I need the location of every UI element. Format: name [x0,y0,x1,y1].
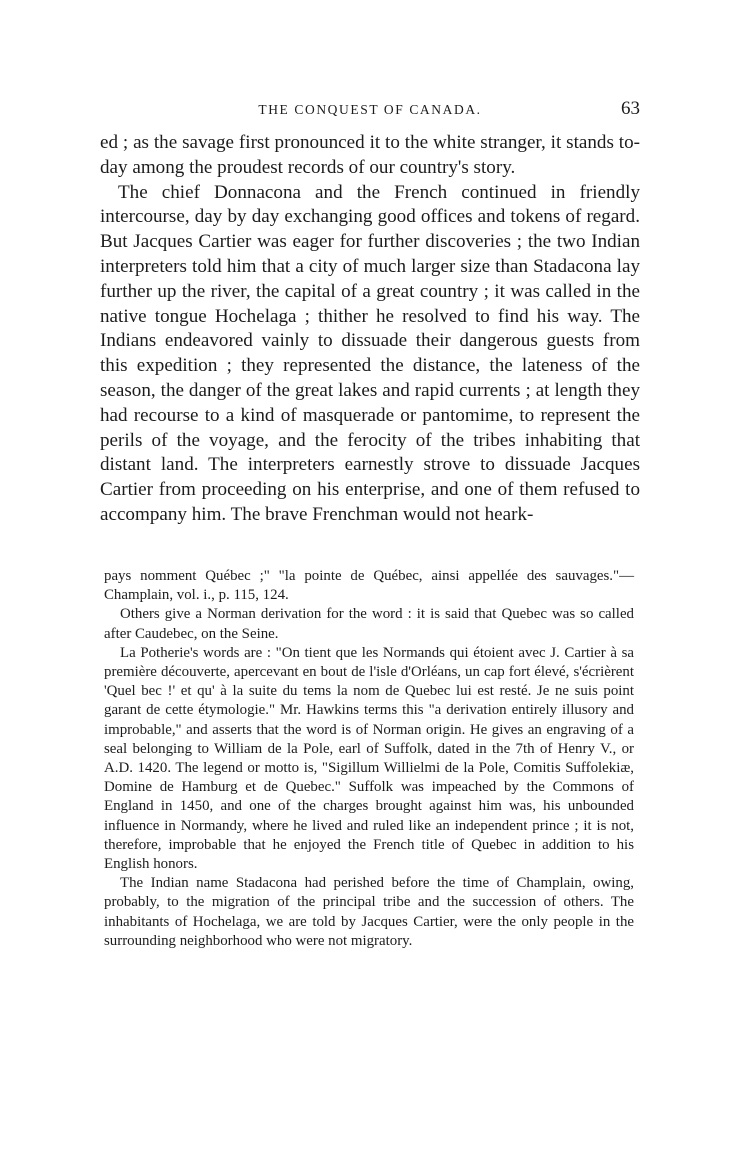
footnote-paragraph: La Potherie's words are : "On tient que les Normands qui étoient avec J. Cartier à sa première découverte, apercevant en bout de l'isle d'Orléans, un cap fort élevé, s'écrièrent 'Quel bec !' et qu' à la suite du tems la nom de Quebec lui est resté. Je ne suis point garant de cette étymologie." Mr. Hawkins terms this "a derivation entirely illusory and improbable," and asserts that the word is of Norman origin. He gives an engraving of a seal belonging to William de la Pole, earl of Suffolk, dated in the 7th of Henry V., or A.D. 1420. The legend or motto is, "Sigillum Willielmi de la Pole, Comitis Suffolekiæ, Domine de Hamburg et de Quebec." Suffolk was impeached by the Commons of England in 1450, and one of the charges brought against him was, his unbounded influence in Normandy, where he lived and ruled like an independent prince ; it is not, therefore, improbable that he enjoyed the French title of Quebec in addition to his English honors. [104,644,634,873]
main-text [100,131,640,528]
footnote-paragraph: pays nomment Québec ;" "la pointe de Québec, ainsi appellée des sauvages."—Champlain, vol. i., p. 115, 124. [104,568,634,604]
footnote-paragraph: Others give a Norman derivation for the word : it is said that Quebec was so called after Caudebec, on the Seine. [104,606,634,642]
body-paragraph: The chief Donnacona and the French continued in friendly intercourse, day by day exchanging good offices and tokens of regard. But Jacques Cartier was eager for further discoveries ; the two Indian interpreters told him that a city of much larger size than Stadacona lay further up the river, the capital of a great country ; it was called in the native tongue Hochelaga ; thither he resolved to find his way. The Indians endeavored vainly to dissuade their dangerous guests from this expedition ; they represented the distance, the lateness of the season, the danger of the great lakes and rapid currents ; at length they had recourse to a kind of masquerade or pantomime, to represent the perils of the voyage, and the ferocity of the tribes inhabiting that distant land. The interpreters earnestly strove to dissuade Jacques Cartier from proceeding on his enterprise, and one of them refused to accompany him. The brave Frenchman would not heark- [100,181,640,525]
footnote-paragraph: The Indian name Stadacona had perished before the time of Champlain, owing, probably, to the migration of the principal tribe and the succession of others. The inhabitants of Hochelaga, we are told by Jacques Cartier, were the only people in the surrounding neighborhood who were not migratory. [104,875,634,949]
page-header [100,98,640,122]
running-head: THE CONQUEST OF CANADA. [258,102,482,117]
page-number: 63 [621,98,640,119]
footnotes [104,567,634,951]
body-paragraph: ed ; as the savage first pronounced it to the white stranger, it stands to-day among the proudest records of our country's story. [100,132,640,178]
